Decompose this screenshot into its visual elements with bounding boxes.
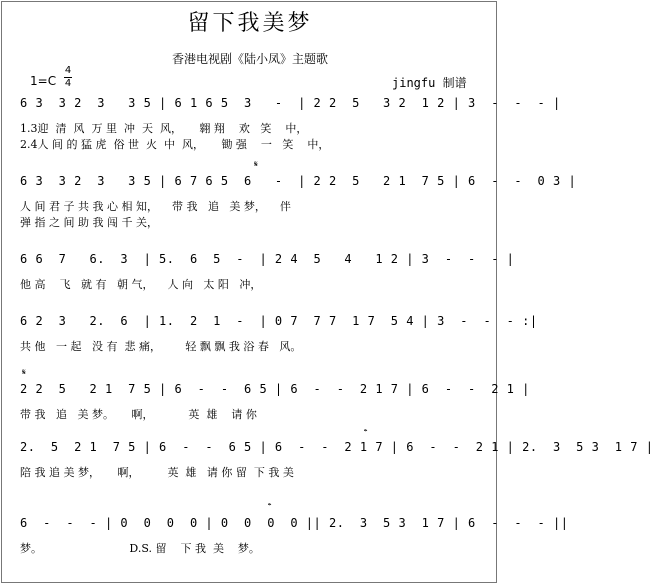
music-line-3: 6 6 7 6. 3 | 5. 6 5 - | 2 4 5 4 1 2 | 3 - - - | — [20, 252, 515, 266]
lyric-line-1b: 2.4人 间 的 猛 虎 俗 世 火 中 风， 锄 强 一 笑 中， — [20, 138, 330, 151]
music-line-7: 6 - - - | 0 0 0 0 | 0 0 0 0 || 2. 3 5 3 1 7 | 6 - - - || — [20, 516, 569, 530]
music-line-6: 2. 5 2 1 7 5 | 6 - - 6 5 | 6 - - 2 1 7 | 6 - - 2 1 | 2. 3 5 3 1 7 | — [20, 440, 653, 454]
lyric-line-5: 带 我 追 美 梦。 啊， 英 雄 请 你 — [20, 408, 257, 421]
lyric-line-2a: 人 间 君 子 共 我 心 相 知， 带 我 追 美 梦， 伴 — [20, 200, 291, 213]
music-line-5: 2 2 5 2 1 7 5 | 6 - - 6 5 | 6 - - 2 1 7 | 6 - - 2 1 | — [20, 382, 530, 396]
music-line-1: 6 3 3 2 3 3 5 | 6 1 6 5 3 - | 2 2 5 3 2 1 2 | 3 - - - | — [20, 96, 561, 110]
lyric-line-3: 他 高 飞 就 有 朝 气， 人 向 太 阳 冲， — [20, 278, 262, 291]
lyric-line-1a: 1.3迎 清 风 万 里 冲 天 风， 翱 翔 欢 笑 中， — [20, 122, 308, 135]
time-bottom: 4 — [64, 78, 72, 89]
music-line-4: 6 2 3 2. 6 | 1. 2 1 - | 0 7 7 7 1 7 5 4 | 3 - - - :| — [20, 314, 538, 328]
page-title: 留下我美梦 — [187, 11, 313, 36]
key-signature: 1=C — [30, 74, 57, 88]
lyric-line-2b: 弹 指 之 间 助 我 闯 千 关， — [20, 216, 158, 229]
lyric-line-7: 梦。 D.S. 留 下 我 美 梦。 — [20, 542, 260, 555]
page-subtitle: 香港电视剧《陆小凤》主题歌 — [171, 52, 328, 66]
segno-icon: 𝄋 — [254, 160, 258, 170]
segno-icon-2: 𝄋 — [22, 368, 26, 378]
time-signature — [64, 66, 72, 89]
music-line-2: 6 3 3 2 3 3 5 | 6 7 6 5 6 - | 2 2 5 2 1 7 5 | 6 - - 0 3 | — [20, 174, 577, 188]
lyric-line-6: 陪 我 追 美 梦， 啊， 英 雄 请 你 留 下 我 美 — [20, 466, 294, 479]
composer-credit: jingfu 制谱 — [392, 76, 467, 90]
time-top: 4 — [64, 65, 72, 76]
coda-icon: 𝄌 — [364, 428, 368, 438]
lyric-line-4: 共 他 一 起 没 有 悲 痛， 轻 飘 飘 我 浴 春 风。 — [20, 340, 302, 353]
coda-icon-2: 𝄌 — [268, 502, 272, 512]
